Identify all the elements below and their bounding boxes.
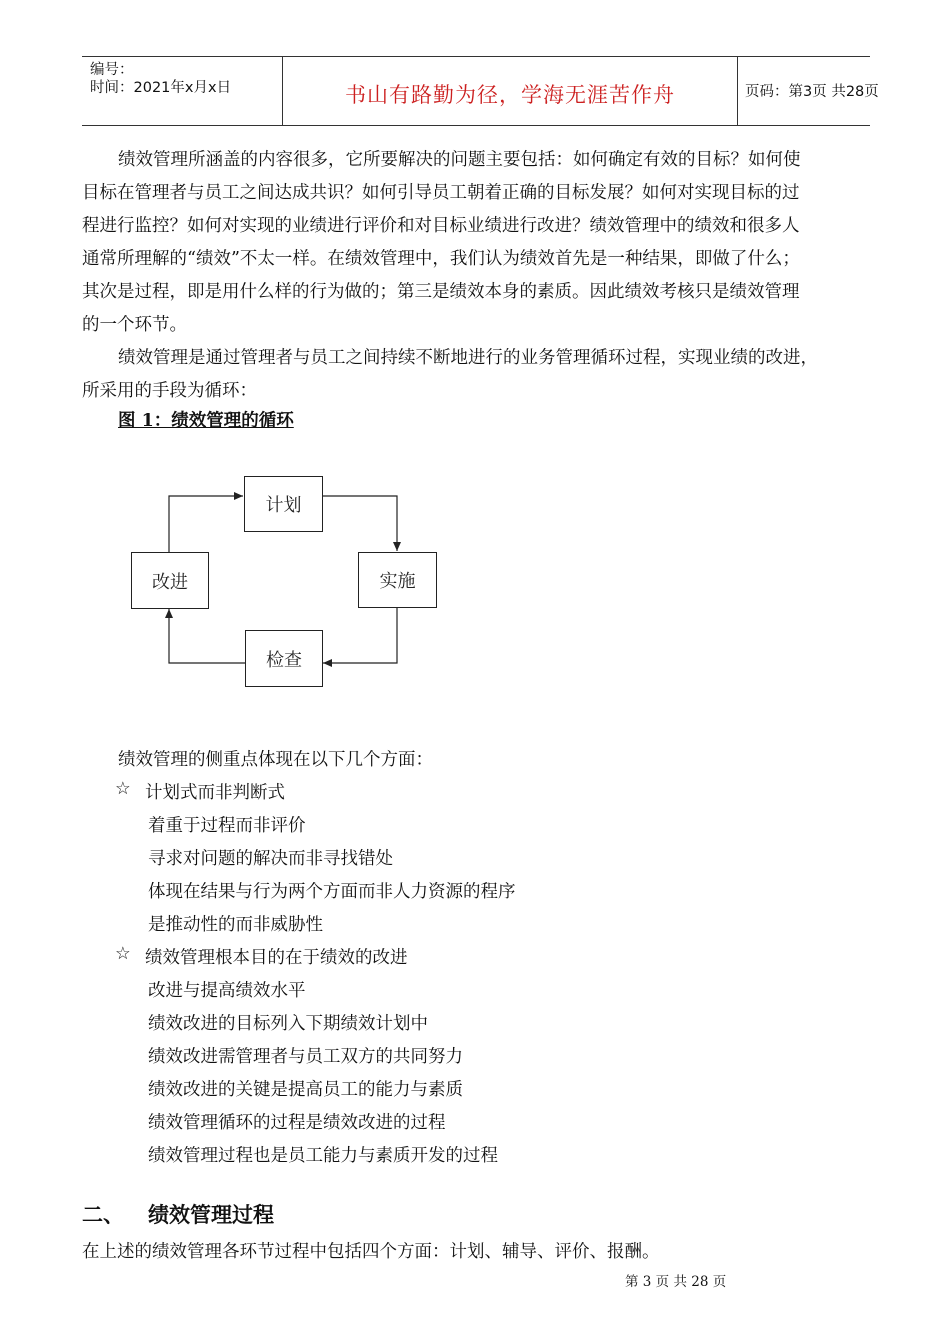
code-label: 编号： [90, 62, 134, 78]
bullet2-item-4: 绩效改进的关键是提高员工的能力与素质 [148, 1080, 463, 1100]
bullet1-item-3: 体现在结果与行为两个方面而非人力资源的程序 [148, 882, 516, 902]
figure-caption: 图 1：绩效管理的循环 [118, 411, 294, 431]
bullet2-title: 绩效管理根本目的在于绩效的改进 [145, 948, 408, 968]
time-label: 时间：2021年x月x日 [90, 80, 232, 96]
bullet2-item-1: 改进与提高绩效水平 [148, 981, 306, 1001]
diagram-box-check: 检查 [245, 630, 323, 687]
para2-line-1: 绩效管理是通过管理者与员工之间持续不断地进行的业务管理循环过程，实现业绩的改进， [118, 348, 818, 368]
section-text: 在上述的绩效管理各环节过程中包括四个方面：计划、辅导、评价、报酬。 [82, 1242, 660, 1262]
section-number: 二、 [82, 1203, 124, 1227]
bullet1-star: ☆ [115, 779, 131, 799]
bullet1-item-4: 是推动性的而非威胁性 [148, 915, 323, 935]
section-heading [82, 1199, 274, 1229]
arrow-improve-to-plan [169, 496, 243, 552]
arrow-check-to-improve [169, 609, 245, 663]
focus-intro: 绩效管理的侧重点体现在以下几个方面： [118, 750, 433, 770]
para1-line-2: 目标在管理者与员工之间达成共识？如何引导员工朝着正确的目标发展？如何对实现目标的过 [82, 183, 800, 203]
header-middle-cell [282, 57, 738, 125]
bullet1-item-1: 着重于过程而非评价 [148, 816, 306, 836]
header-right-cell [737, 57, 879, 125]
diagram-box-improve: 改进 [131, 552, 209, 609]
arrow-plan-to-implement [322, 496, 397, 551]
bullet2-item-5: 绩效管理循环的过程是绩效改进的过程 [148, 1113, 446, 1133]
diagram-box-plan: 计划 [244, 476, 323, 532]
page-footer: 第 3 页 共 28 页 [625, 1274, 727, 1290]
page-info: 页码：第3页 共28页 [745, 84, 879, 100]
header-left-cell [82, 57, 282, 125]
bullet1-title: 计划式而非判断式 [145, 783, 285, 803]
header-motto: 书山有路勤为径，学海无涯苦作舟 [345, 83, 675, 107]
bullet1-item-2: 寻求对问题的解决而非寻找错处 [148, 849, 393, 869]
section-title: 绩效管理过程 [148, 1203, 274, 1227]
para1-line-3: 程进行监控？如何对实现的业绩进行评价和对目标业绩进行改进？绩效管理中的绩效和很多人 [82, 216, 800, 236]
bullet2-item-3: 绩效改进需管理者与员工双方的共同努力 [148, 1047, 463, 1067]
para1-line-1: 绩效管理所涵盖的内容很多，它所要解决的问题主要包括：如何确定有效的目标？如何使 [118, 150, 801, 170]
diagram-box-implement: 实施 [358, 552, 437, 608]
para1-line-5: 其次是过程，即是用什么样的行为做的；第三是绩效本身的素质。因此绩效考核只是绩效管理 [82, 282, 800, 302]
bullet2-item-6: 绩效管理过程也是员工能力与素质开发的过程 [148, 1146, 498, 1166]
para1-line-6: 的一个环节。 [82, 315, 187, 335]
para2-line-2: 所采用的手段为循环： [82, 381, 257, 401]
bullet2-item-2: 绩效改进的目标列入下期绩效计划中 [148, 1014, 428, 1034]
para1-line-4: 通常所理解的“绩效”不太一样。在绩效管理中，我们认为绩效首先是一种结果，即做了什么； [82, 249, 800, 269]
arrow-implement-to-check [323, 607, 397, 663]
bullet2-star: ☆ [115, 944, 131, 964]
document-header [82, 56, 879, 126]
